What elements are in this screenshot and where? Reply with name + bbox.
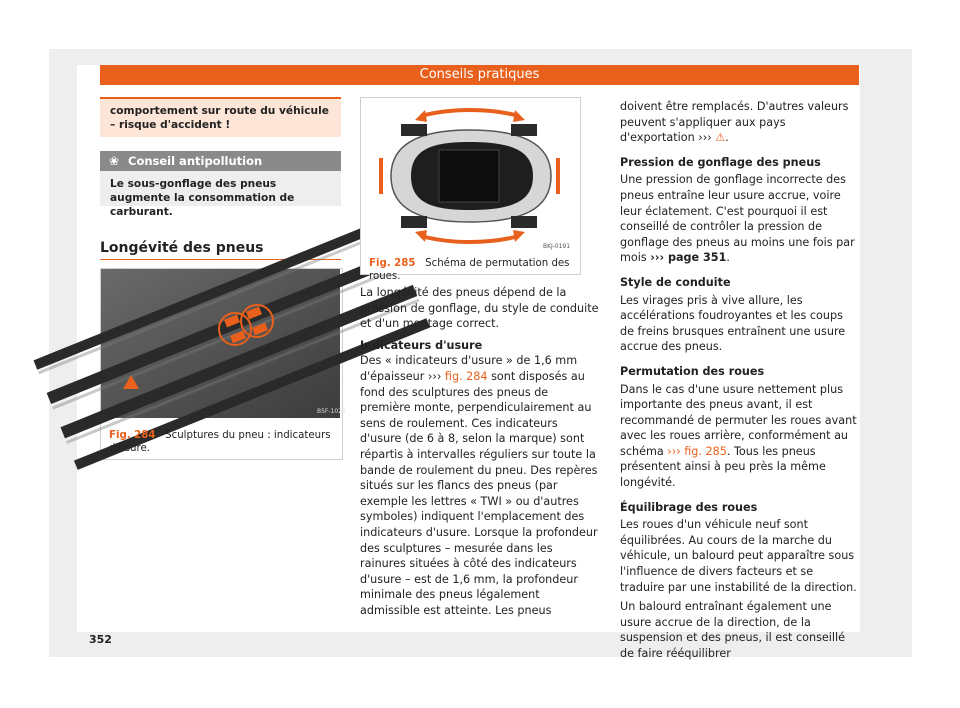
- warning-text: comportement sur route du véhicule – risque d'accident !: [110, 105, 329, 131]
- wear-text-end: sont disposés au fond des sculptures des pneus de première monte, perpendiculairement au sens de roulement. Ces indicateurs d'usure (de 6 à 8, selon la marque) sont répartis à intervalles réguliers sur toute la bande de roulement du pneu. Des repères situés sur les flancs des pneus (par exemple les lettres « TWI » ou d'autres symboles) indiquent l'emplacement des indicateurs d'usure. Lorsque la profondeur des sculptures – mesurée dans les rainures situées à côté des indicateurs d'usure – est de 1,6 mm, la profondeur minimale des pneus légalement admissible est atteinte. Les pneus: [360, 369, 598, 617]
- heading-wear-indicators: Indicateurs d'usure: [360, 338, 483, 352]
- pressure-end: .: [726, 251, 730, 265]
- figure-284: [100, 268, 346, 460]
- right-text: [620, 99, 860, 662]
- rotation-paragraph: [620, 382, 860, 491]
- continuation-text: doivent être remplacés. D'autres valeurs peuvent s'appliquer aux pays d'exportation: [620, 100, 849, 145]
- eco-tip-text: Le sous-gonflage des pneus augmente la consommation de carburant.: [110, 178, 295, 218]
- figure-285-number: Fig. 285: [369, 258, 416, 269]
- wear-paragraph: [360, 353, 600, 618]
- section-title: Longévité des pneus: [100, 240, 264, 256]
- heading-balancing: Équilibrage des roues: [620, 500, 758, 514]
- middle-text: [360, 285, 600, 618]
- rotation-end: . Tous les pneus présentent ainsi à peu près la même longévité.: [620, 444, 826, 490]
- wheel-rotation-diagram: [361, 98, 578, 252]
- tire-tread-image: [101, 269, 346, 418]
- wear-text-start: Des « indicateurs d'usure » de 1,6 mm d'épaisseur: [360, 354, 578, 383]
- warning-triangle-icon[interactable]: ⚠: [715, 131, 726, 145]
- fig-285-link[interactable]: ››› fig. 285: [667, 444, 727, 458]
- page-351-link[interactable]: ››› page 351: [650, 251, 727, 265]
- eco-tip-title: Conseil antipollution: [128, 154, 263, 168]
- pressure-paragraph: [620, 172, 860, 266]
- page-number: 352: [89, 633, 112, 646]
- eco-tip-box: [100, 151, 341, 218]
- figure-285-text: Schéma de permutation des roues.: [369, 258, 570, 282]
- fig285-code: BKJ-0191: [543, 243, 571, 250]
- figure-285-caption: [369, 257, 574, 283]
- continuation-paragraph: [620, 99, 860, 146]
- figure-284-text: Sculptures du pneu : indicateurs d'usure.: [109, 430, 331, 454]
- page-header: Conseils pratiques: [100, 65, 859, 85]
- continuation-arrow: ›››: [698, 131, 712, 145]
- heading-pressure: Pression de gonflage des pneus: [620, 155, 821, 169]
- continuation-end: .: [725, 131, 729, 145]
- figure-285: [360, 97, 581, 282]
- figure-284-caption: [109, 429, 334, 455]
- warning-box: [100, 97, 341, 137]
- fig-284-link[interactable]: fig. 284: [444, 369, 488, 383]
- longevity-intro: La longévité des pneus dépend de la pression de gonflage, du style de conduite et d'un montage correct.: [360, 286, 599, 331]
- heading-driving-style: Style de conduite: [620, 275, 731, 289]
- balancing-paragraph-1: Les roues d'un véhicule neuf sont équilibrées. Au cours de la marche du véhicule, un balourd peut apparaître sous l'influence de divers facteurs et se traduire par une instabilité de la direction.: [620, 518, 857, 594]
- pressure-text: Une pression de gonflage incorrecte des pneus entraîne leur usure accrue, voire leur éclatement. C'est pourquoi il est conseillé de contrôler la pression de gonflage des pneus au moins une fois par mois: [620, 173, 855, 265]
- rotation-text: Dans le cas d'une usure nettement plus importante des pneus avant, il est recommandé de permuter les roues avant avec les roues arrière, conformément au schéma: [620, 382, 857, 458]
- style-paragraph: Les virages pris à vive allure, les accélérations foudroyantes et les coups de freins brusques entraînent une usure accrue des pneus.: [620, 293, 846, 354]
- balancing-paragraph-2: Un balourd entraînant également une usure accrue de la direction, de la suspension et des pneus, il est conseillé de faire rééquilibrer: [620, 600, 845, 660]
- eco-tip-header: [100, 151, 341, 171]
- flower-icon: ❀: [109, 154, 120, 168]
- fig284-code: B5F-1025: [317, 408, 346, 415]
- wear-arrow: ›››: [427, 369, 442, 383]
- figure-284-number: Fig. 284: [109, 430, 156, 441]
- heading-rotation: Permutation des roues: [620, 364, 765, 378]
